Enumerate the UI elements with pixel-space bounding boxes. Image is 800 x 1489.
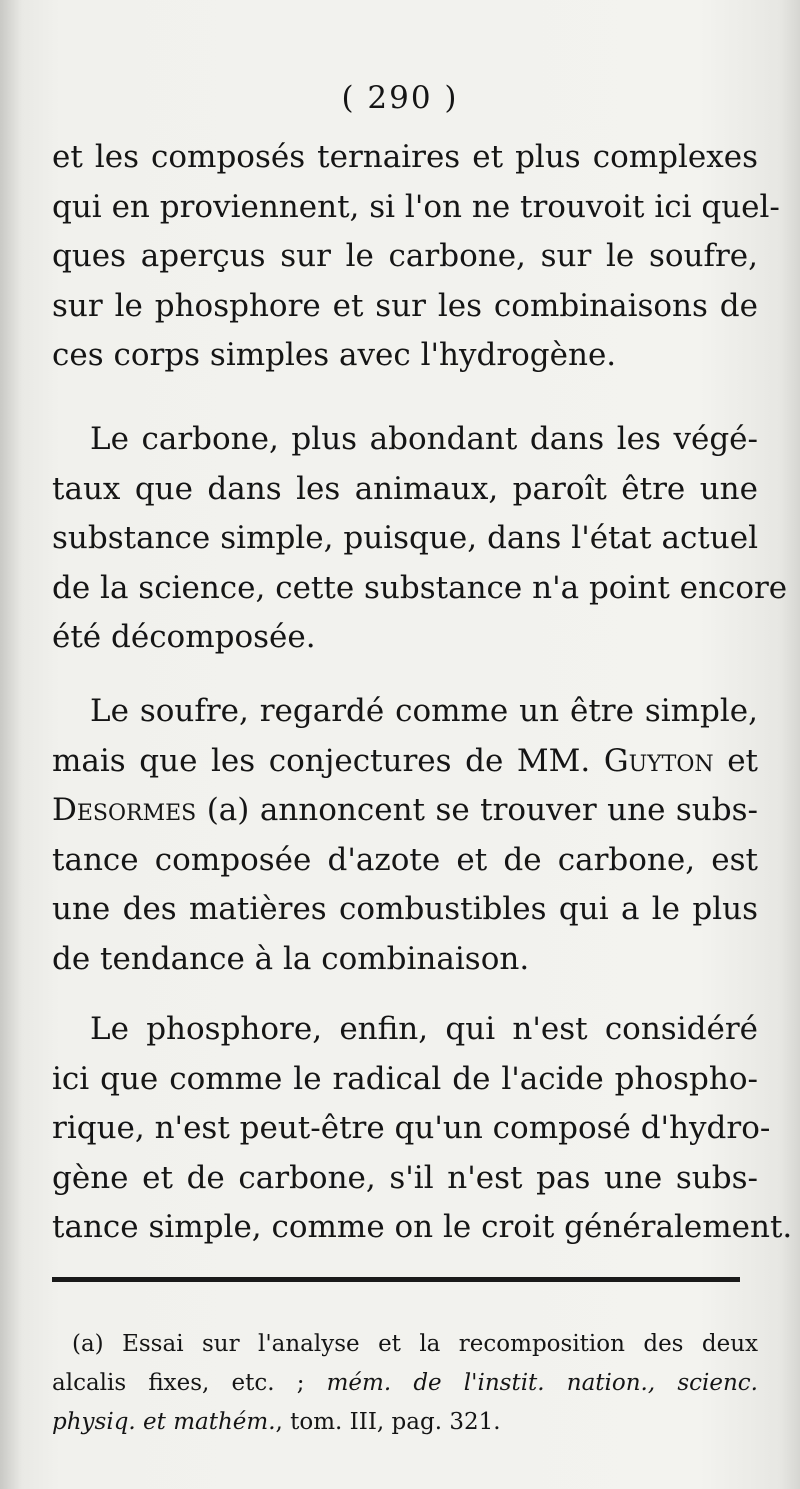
text-fragment: mais que les conjectures de MM.	[52, 742, 591, 779]
page-number: ( 290 )	[341, 80, 459, 116]
author-name-desormes: Desormes	[52, 792, 197, 828]
paragraph-1	[52, 133, 780, 381]
text-line: tance composée d'azote et de carbone, est	[52, 841, 758, 878]
text-line: tance simple, comme on le croit généralement.	[52, 1209, 793, 1245]
footnote-marker: (a)	[72, 1331, 104, 1357]
text-line: une des matières combustibles qui a le plus	[52, 891, 758, 927]
text-line: qui en proviennent, si l'on ne trouvoit ici quel-	[52, 188, 780, 225]
text-line: taux que dans les animaux, paroît être une	[52, 470, 758, 507]
text-fragment: (a) annoncent se trouver une subs-	[206, 792, 758, 828]
text-line: de tendance à la combinaison.	[52, 940, 530, 977]
footnote-text: alcalis fixes, etc. ;	[52, 1370, 305, 1396]
text-line: Le phosphore, enfin, qui n'est considéré	[90, 1011, 758, 1047]
text-fragment: et	[727, 742, 758, 779]
footnote-citation: mém. de l'instit. nation., scienc.	[326, 1370, 758, 1396]
text-line: Le soufre, regardé comme un être simple,	[90, 693, 758, 729]
footnote-text: , tom. III, pag. 321.	[275, 1409, 501, 1435]
text-line: ques aperçus sur le carbone, sur le soufre,	[52, 238, 758, 274]
footnote-line	[52, 1325, 758, 1364]
text-line: Le carbone, plus abondant dans les végé-	[90, 421, 758, 457]
paragraph-soufre	[52, 687, 758, 984]
footnote	[52, 1325, 758, 1442]
footnote-text: Essai sur l'analyse et la recomposition des deux	[122, 1331, 759, 1357]
text-line	[52, 786, 758, 836]
text-line: ici que comme le radical de l'acide phospho-	[52, 1060, 758, 1097]
author-name-guyton: Guyton	[603, 742, 714, 779]
footnote-line	[52, 1364, 758, 1403]
paragraph-phosphore	[52, 1005, 793, 1253]
text-line: de la science, cette substance n'a point encore	[52, 569, 788, 606]
text-line: et les composés ternaires et plus complexes	[52, 139, 758, 175]
text-line: sur le phosphore et sur les combinaisons de	[52, 287, 758, 324]
text-line: rique, n'est peut-être qu'un composé d'hydro-	[52, 1110, 771, 1146]
footnote-divider	[52, 1277, 740, 1282]
text-line	[52, 737, 758, 787]
text-line: gène et de carbone, s'il n'est pas une subs-	[52, 1159, 758, 1196]
text-line: été décomposée.	[52, 619, 316, 655]
text-line: ces corps simples avec l'hydrogène.	[52, 337, 617, 373]
paragraph-carbone	[52, 415, 788, 663]
text-line: substance simple, puisque, dans l'état actuel	[52, 520, 758, 556]
footnote-citation: physiq. et mathém.	[52, 1409, 276, 1435]
footnote-line	[52, 1403, 758, 1442]
